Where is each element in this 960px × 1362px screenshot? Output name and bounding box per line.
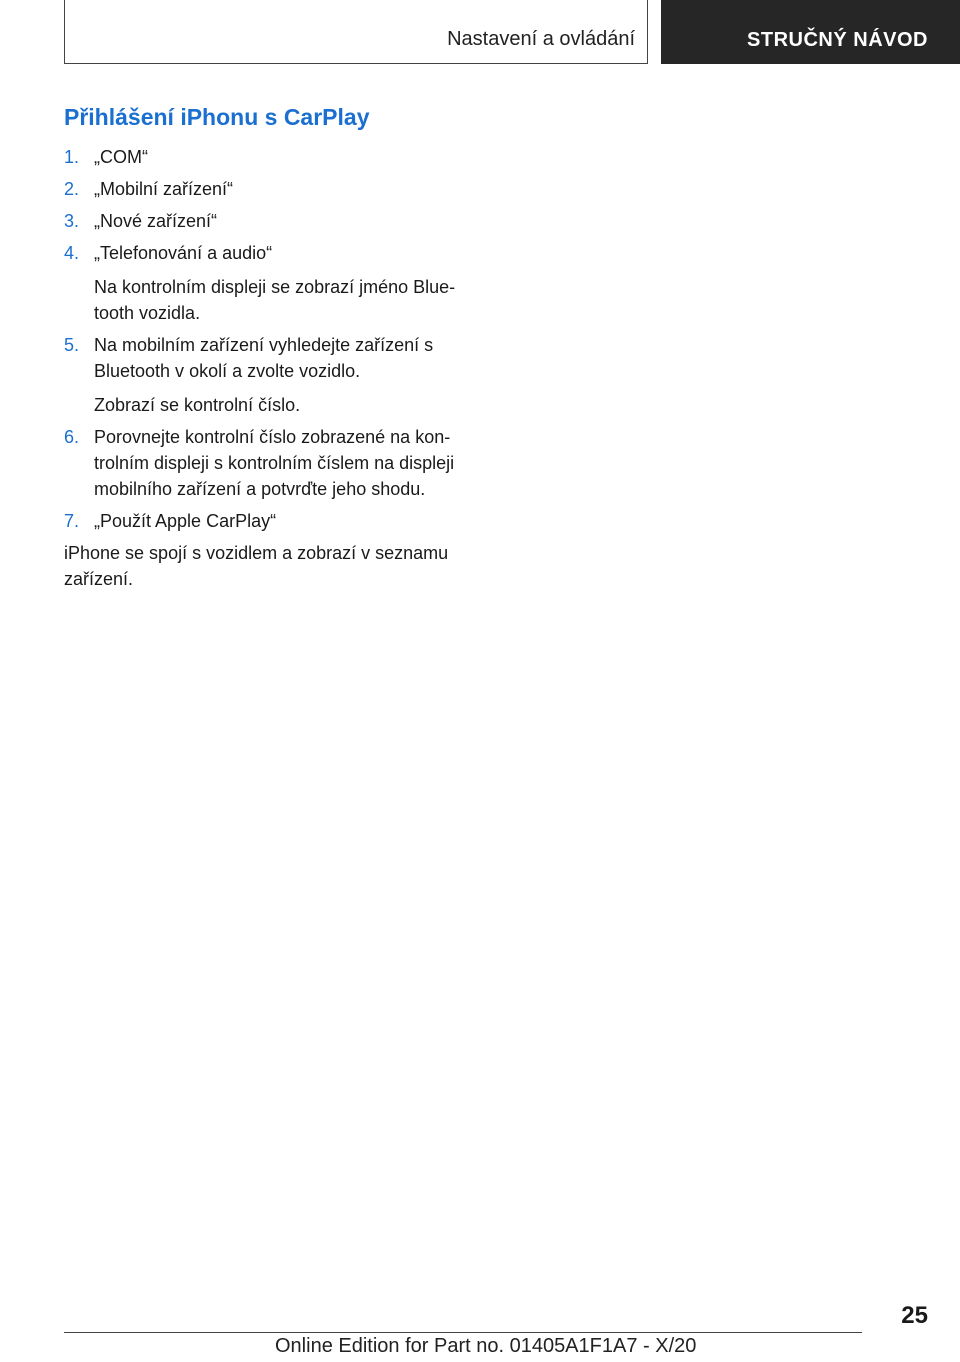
step-number: 5. bbox=[64, 335, 80, 355]
list-item bbox=[64, 508, 484, 534]
step-text: „COM“ bbox=[94, 147, 148, 167]
step-number: 1. bbox=[64, 147, 80, 167]
step-text: Porovnejte kontrolní číslo zobrazené na kon-trolním displeji s kontrolním číslem na displeji mobilního zařízení a potvrďte jeho shodu. bbox=[94, 427, 455, 499]
step-text: „Použít Apple CarPlay“ bbox=[94, 511, 277, 531]
step-number: 4. bbox=[64, 243, 80, 263]
page-number: 25 bbox=[901, 1302, 928, 1329]
list-item bbox=[64, 424, 484, 502]
header-chapter-box bbox=[661, 0, 960, 64]
list-item bbox=[64, 240, 484, 326]
step-result: Na kontrolním displeji se zobrazí jméno Blue-tooth vozidla. bbox=[94, 277, 456, 323]
header-chapter-title: STRUČNÝ NÁVOD bbox=[747, 29, 928, 51]
step-text: Na mobilním zařízení vyhledejte zařízení s Bluetooth v okolí a zvolte vozidlo. bbox=[94, 335, 434, 381]
step-number: 6. bbox=[64, 427, 80, 447]
header-section-box bbox=[64, 0, 648, 64]
step-text: „Nové zařízení“ bbox=[94, 211, 218, 231]
list-item bbox=[64, 176, 484, 202]
list-item bbox=[64, 332, 484, 418]
step-text: „Telefonování a audio“ bbox=[94, 243, 273, 263]
step-number: 3. bbox=[64, 211, 80, 231]
step-result: Zobrazí se kontrolní číslo. bbox=[94, 395, 301, 415]
page-title: Přihlášení iPhonu s CarPlay bbox=[64, 104, 370, 130]
footer-edition-text: Online Edition for Part no. 01405A1F1A7 - X/20 bbox=[275, 1335, 697, 1357]
step-text: „Mobilní zařízení“ bbox=[94, 179, 234, 199]
list-item bbox=[64, 144, 484, 170]
steps-list bbox=[64, 144, 484, 534]
main-content bbox=[64, 100, 484, 592]
conclusion-text: iPhone se spojí s vozidlem a zobrazí v seznamu zařízení. bbox=[64, 543, 449, 589]
step-number: 2. bbox=[64, 179, 80, 199]
footer-divider bbox=[64, 1332, 862, 1333]
list-item bbox=[64, 208, 484, 234]
header-section-title: Nastavení a ovládání bbox=[447, 28, 635, 50]
step-number: 7. bbox=[64, 511, 80, 531]
